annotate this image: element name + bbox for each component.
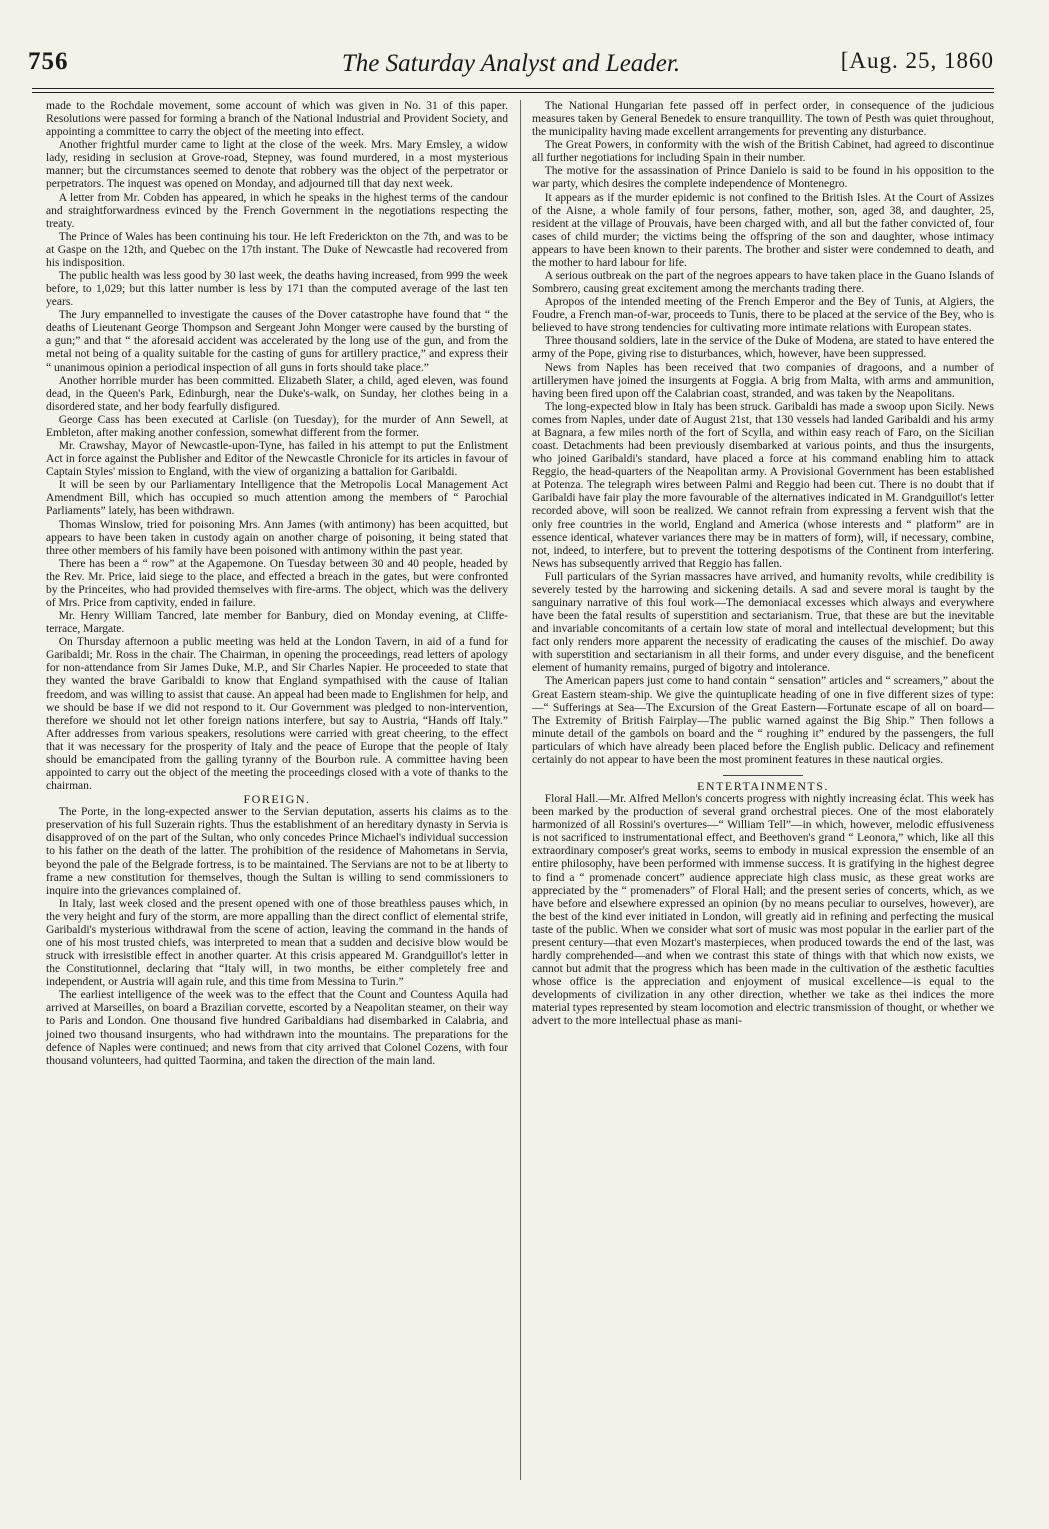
article-paragraph: The American papers just come to hand contain “ sensation” articles and “ screamers,” about the Great Eastern steam-ship. We give the quintuplicate heading of one in five different sizes of type:—“ Sufferings at Sea—The Excursion of the Great Eastern—Fortunate escape of all on board—The Extremity of British Fairplay—The public warned against the Big Ship.” Then follows a minute detail of the gambols on board and the “ roughing it” endured by the passengers, the full particulars of which have already been placed before the English public. Delicacy and refinement certainly do not appear to have been the most prominent features in these nautical orgies. bbox=[532, 675, 994, 766]
column-divider bbox=[520, 100, 521, 1480]
article-paragraph: Full particulars of the Syrian massacres have arrived, and humanity revolts, while credibility is severely tested by the harrowing and sickening details. A sad and severe moral is taught by the sanguinary narrative of this foul work—The demoniacal excesses which always and everywhere have been the fatal results of superstition and sectarianism. True, that these are but the inevitable and invariable concomitants of a certain low state of moral and intellectual development; but this fact only renders more apparent the necessity of eradicating the causes of the mischief. Do away with superstition and sectarianism in all their forms, and under every disguise, and the beneficent element of humanity remains, purged of bigotry and intolerance. bbox=[532, 570, 994, 675]
article-paragraph: A letter from Mr. Cobden has appeared, in which he speaks in the highest terms of the candour and straightforwardness evinced by the French Government in the negotiations respecting the treaty. bbox=[46, 191, 508, 230]
left-column bbox=[46, 100, 508, 1068]
article-paragraph: It will be seen by our Parliamentary Intelligence that the Metropolis Local Management Act Amendment Bill, which has occupied so much attention among the members of “ Parochial Parliaments” lately, has been withdrawn. bbox=[46, 479, 508, 518]
masthead-title: The Saturday Analyst and Leader. bbox=[341, 50, 681, 77]
article-paragraph: The long-expected blow in Italy has been struck. Garibaldi has made a swoop upon Sicily. News comes from Naples, under date of August 21st, that 130 vessels had landed Garibaldi and his army at Bagnara, a few miles north of the fort of Scylla, and within easy reach of Faro, on the Sicilian coast. Detachments had been previously disembarked at various points, and thus the insurgents, who joined Garibaldi's standard, have placed a force at his command enabling him to attack Reggio, the head-quarters of the Neapolitan army. A Provisional Government has been established at Potenza. The telegraph wires between Palmi and Reggio had been cut. There is no doubt that if Garibaldi have fair play the more favourable of the alternatives indicated in M. Grandguillot's letter recorded above, will soon be realized. We cannot refrain from expressing a fervent wish that the only free countries in the world, England and America (whose interests and “ platform” are in essence identical, whatever variances there may be in matters of form), will, if necessary, combine, not, indeed, to interfere, but to prevent the tottering despotisms of the Continent from interfering. News has subsequently arrived that Reggio has fallen. bbox=[532, 400, 994, 570]
article-paragraph: Another horrible murder has been committed. Elizabeth Slater, a child, aged eleven, was found dead, in the Queen's Park, Edinburgh, near the Duke's-walk, on Sunday, her clothes being in a disordered state, and her body fearfully disfigured. bbox=[46, 374, 508, 413]
article-paragraph: Three thousand soldiers, late in the service of the Duke of Modena, are stated to have entered the army of the Pope, giving rise to disturbances, which, however, have been suppressed. bbox=[532, 335, 994, 361]
article-paragraph: It appears as if the murder epidemic is not confined to the British Isles. At the Court of Assizes of the Aisne, a whole family of four persons, father, mother, son, aged 38, and daughter, 25, resident at the village of Prouvais, have been charged with, and all but the father convicted of, four cases of child murder; the victims being the offspring of the son and daughter, whose intimacy appears to have been known to their parents. The brother and sister were condemned to death, and the mother to hard labour for life. bbox=[532, 191, 994, 269]
article-paragraph: The Jury empannelled to investigate the causes of the Dover catastrophe have found that “ the deaths of Lieutenant George Thompson and Sergeant John Monger were caused by the bursting of a gun;” and that “ the aforesaid accident was accelerated by the long use of the gun, and from the metal not being of a quality suitable for the casting of guns for artillery practice,” and express their “ unanimous opinion a periodical inspection of all guns in forts should take place.” bbox=[46, 309, 508, 374]
article-paragraph: Apropos of the intended meeting of the French Emperor and the Bey of Tunis, at Algiers, the Foudre, a French man-of-war, proceeds to Tunis, there to be placed at the service of the Bey, who is believed to have strong tendencies for cultivating more intimate relations with European states. bbox=[532, 296, 994, 335]
issue-date: [Aug. 25, 1860 bbox=[840, 48, 994, 73]
article-paragraph: The Great Powers, in conformity with the wish of the British Cabinet, had agreed to discontinue all further negotiations for including Spain in their number. bbox=[532, 139, 994, 165]
header-rule-top bbox=[32, 88, 994, 89]
section-rule bbox=[723, 775, 803, 776]
page-number: 756 bbox=[28, 48, 69, 75]
article-paragraph: On Thursday afternoon a public meeting was held at the London Tavern, in aid of a fund for Garibaldi; Mr. Ross in the chair. The Chairman, in opening the proceedings, read letters of apology for non-attendance from Sir James Duke, M.P., and Sir Charles Napier. He proceeded to state that they wanted the brave Garibaldi to know that England sympathised with the cause of Italian freedom, and was willing to assist that cause. An appeal had been made to Englishmen for help, and we should be base if we did not respond to it. Our Government was pledged to non-intervention, therefore we should not let other foreign nations interfere, but say to Austria, “Hands off Italy.” After addresses from various speakers, resolutions were carried with great cheering, to the effect that it was necessary for the prosperity of Italy and the peace of Europe that the people of Italy should be emancipated from the galling tyranny of the Bourbon rule. A committee having been appointed to carry out the object of the meeting the proceedings closed with a vote of thanks to the chairman. bbox=[46, 636, 508, 793]
header-rule-bottom bbox=[32, 92, 994, 93]
article-paragraph: The National Hungarian fete passed off in perfect order, in consequence of the judicious measures taken by General Benedek to ensure tranquillity. The town of Pesth was quiet throughout, the municipality having made excellent arrangements for preventing any disturbance. bbox=[532, 100, 994, 139]
article-paragraph: The Prince of Wales has been continuing his tour. He left Frederickton on the 7th, and was to be at Gaspe on the 12th, and Quebec on the 17th instant. The Duke of Newcastle had recovered from his indisposition. bbox=[46, 230, 508, 269]
article-paragraph: A serious outbreak on the part of the negroes appears to have taken place in the Guano Islands of Sombrero, causing great excitement among the merchants trading there. bbox=[532, 270, 994, 296]
article-paragraph: Mr. Henry William Tancred, late member for Banbury, died on Monday evening, at Cliffe-terrace, Margate. bbox=[46, 610, 508, 636]
foreign-heading: FOREIGN. bbox=[243, 792, 311, 807]
article-paragraph: Mr. Crawshay, Mayor of Newcastle-upon-Tyne, has failed in his attempt to put the Enlistment Act in force against the Publisher and Editor of the Newcastle Chronicle for its articles in favour of Captain Styles' mission to England, with the view of organizing a battalion for Garibaldi. bbox=[46, 440, 508, 479]
article-paragraph: made to the Rochdale movement, some account of which was given in No. 31 of this paper. Resolutions were passed for forming a branch of the National Industrial and Provident Society, and appointing a committee to carry the object of the meeting into effect. bbox=[46, 100, 508, 139]
article-paragraph: George Cass has been executed at Carlisle (on Tuesday), for the murder of Ann Sewell, at Embleton, after making another confession, somewhat different from the former. bbox=[46, 413, 508, 439]
page-header bbox=[28, 48, 994, 84]
foreign-paragraph: The earliest intelligence of the week was to the effect that the Count and Countess Aquila had arrived at Marseilles, on board a Brazilian corvette, escorted by a Neapolitan steamer, on their way to Paris and London. One thousand five hundred Garibaldians had disembarked in Calabria, and joined two thousand insurgents, who had withdrawn into the mountains. The preparations for the defence of Naples were continued; and news from that city arrived that Colonel Cozens, with four thousand volunteers, had quitted Taormina, and taken the direction of the main land. bbox=[46, 989, 508, 1067]
article-paragraph: News from Naples has been received that two companies of dragoons, and a number of artillerymen have joined the insurgents at Foggia. A brig from Malta, with arms and ammunition, having been fired upon off the Calabrian coast, stranded, and was taken by the Neapolitans. bbox=[532, 361, 994, 400]
foreign-paragraph: The Porte, in the long-expected answer to the Servian deputation, asserts his claims as to the preservation of his full Suzerain rights. Thus the establishment of an hereditary dynasty in Servia is disapproved of on the part of the Sultan, who only concedes Prince Michael's individual succession to his father on the death of the latter. The prohibition of the residence of Mahometans in Servia, beyond the pale of the Belgrade fortress, is to be maintained. The Servians are not to be at liberty to frame a new constitution for themselves, though the Sultan is willing to send commissioners to inquire into the grievances complained of. bbox=[46, 806, 508, 897]
right-column bbox=[532, 100, 994, 1028]
foreign-paragraph: In Italy, last week closed and the present opened with one of those breathless pauses which, in the very height and fury of the storm, are more appalling than the direct conflict of elemental strife, Garibaldi's mysterious withdrawal from the scene of action, leaving the command in the hands of one of his most trusted chiefs, was interpreted to mean that a sudden and decisive blow would be struck with irresistible effect in another quarter. At this crisis appeared M. Grandguillot's letter in the Constitutionnel, declaring that “Italy will, in two months, be either completely free and independent, or Austria will again rule, and this time from Messina to Turin.” bbox=[46, 897, 508, 989]
entertainments-heading: ENTERTAINMENTS. bbox=[697, 778, 829, 793]
article-paragraph: The public health was less good by 30 last week, the deaths having increased, from 999 the week before, to 1,029; but this latter number is less by 171 than the computed average of the last ten years. bbox=[46, 270, 508, 309]
article-paragraph: The motive for the assassination of Prince Danielo is said to be found in his opposition to the war party, which desires the complete independence of Montenegro. bbox=[532, 165, 994, 191]
article-paragraph: Another frightful murder came to light at the close of the week. Mrs. Mary Emsley, a widow lady, residing in seclusion at Grove-road, Stepney, was found murdered, in a most mysterious manner; but the circumstances seemed to denote that robbery was the object of the perpetrator or perpetrators. The inquest was opened on Monday, and adjourned till that day next week. bbox=[46, 139, 508, 191]
article-paragraph: There has been a “ row” at the Agapemone. On Tuesday between 30 and 40 people, headed by the Rev. Mr. Price, laid siege to the place, and effected a breach in the gates, but were confronted by the Princeites, who had provided themselves with fire-arms. The object, which was the delivery of Mrs. Price from captivity, ended in failure. bbox=[46, 557, 508, 609]
entertainments-paragraph: Floral Hall.—Mr. Alfred Mellon's concerts progress with nightly increasing éclat. This week has been marked by the production of several grand orchestral pieces. One of the most elaborately harmonized of all Rossini's overtures—“ William Tell”—in which, however, melodic effusiveness is not sacrificed to instrumentational effect, and Beethoven's grand “ Leonora,” which, like all this extraordinary composer's great works, seems to embody in musical expression the ensemble of an entire philosophy, have been performed with immense success. It is gratifying in the highest degree to find a “ promenade concert” audience appreciate high class music, as these great works are appreciated by the “ promenaders” of Floral Hall; and the present series of concerts, which, as we have before and elsewhere expressed an opinion (by no means peculiar to ourselves, however), are the best of the kind ever initiated in London, will greatly aid in refining and perfecting the musical taste of the public. When we consider what sort of music was most popular in the earlier part of the present century—that even Mozart's masterpieces, when produced towards the end of the last, was hardly comprehended—and when we contrast this state of things with that which now exists, we cannot but admit that the progress which has been made in the cultivation of the æsthetic faculties whose office is the appreciation and enjoyment of musical excellence—is equal to the developments of civilization in any other direction, whether we take as thei indices the more material types represented by steam locomotion and electric transmission of thought, or whether we advert to the more intellectual phase as mani- bbox=[532, 793, 994, 1028]
article-paragraph: Thomas Winslow, tried for poisoning Mrs. Ann James (with antimony) has been acquitted, but appears to have been taken in custody again on another charge of poisoning, it being stated that three other members of his family have been poisoned with antimony within the past year. bbox=[46, 518, 508, 557]
